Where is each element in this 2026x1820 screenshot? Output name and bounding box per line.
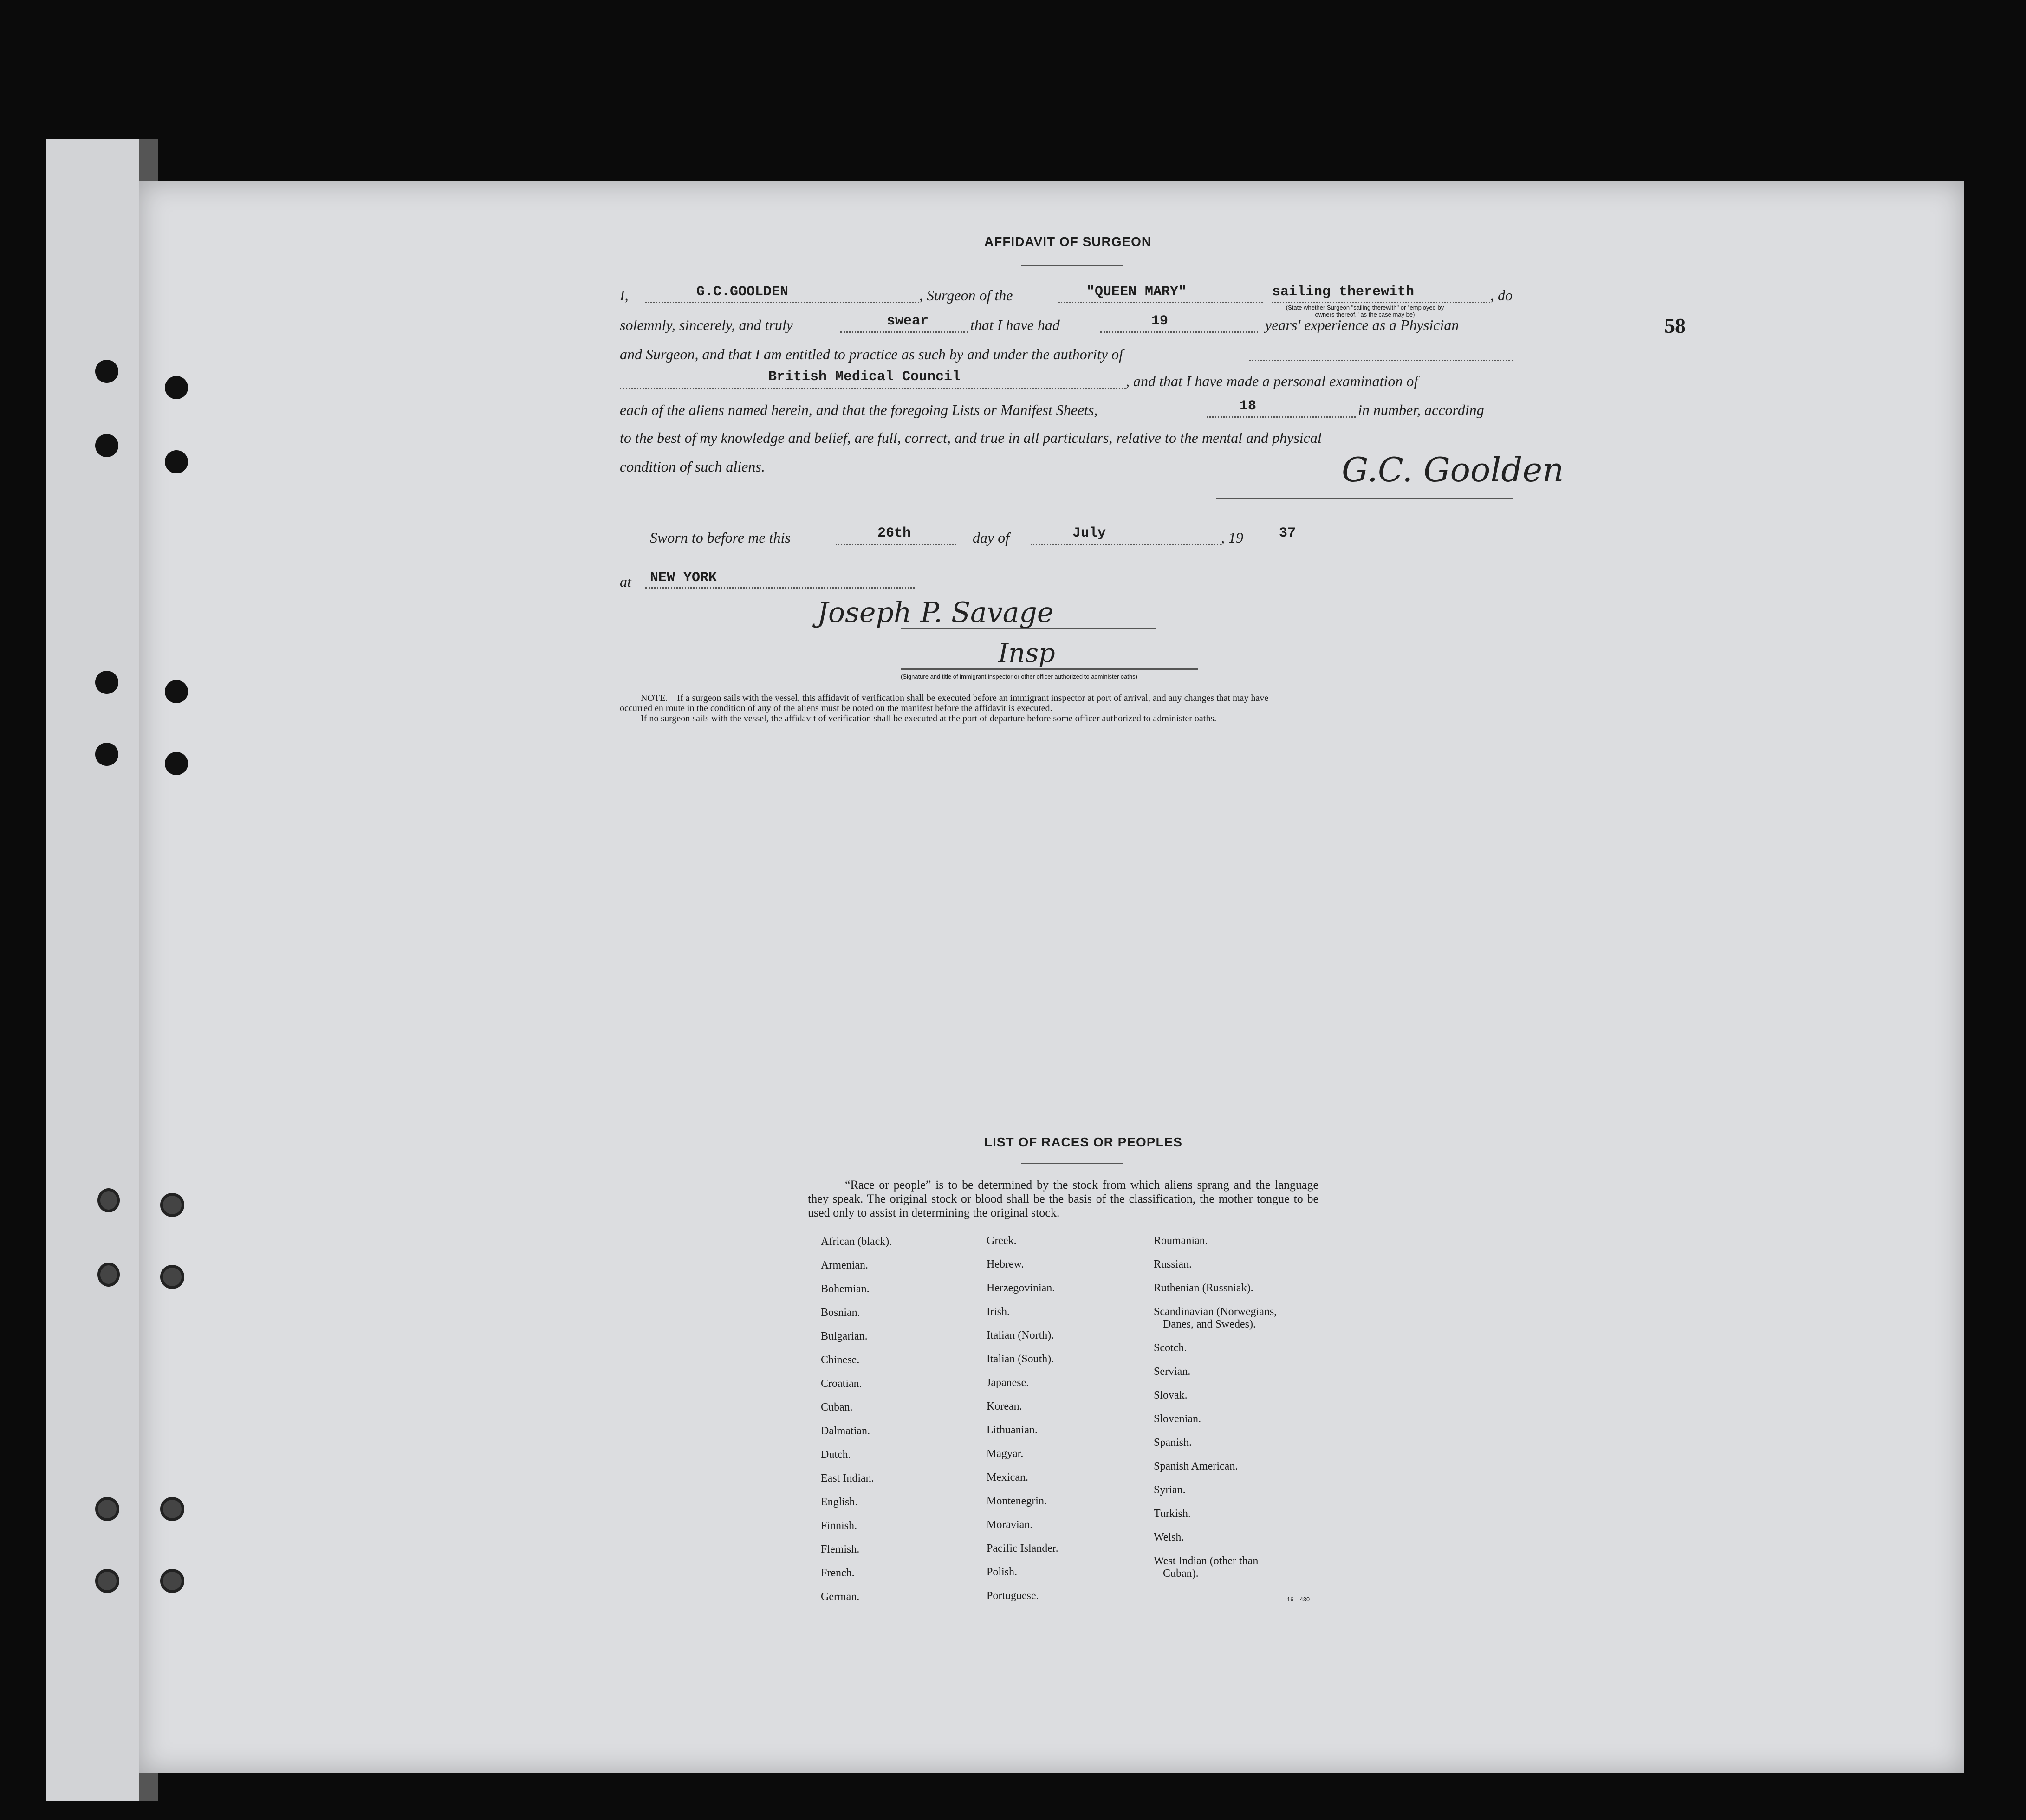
oath-line [840,331,968,333]
race-item: Polish. [987,1566,1018,1578]
page-number: 58 [1664,314,1686,337]
binder-hole [95,360,118,383]
year-prefix-text: , 19 [1221,529,1243,546]
years-value: 19 [1151,313,1169,329]
officer-title: Insp [998,638,1055,668]
binder-hole [95,743,118,766]
race-item: Italian (North). [987,1329,1054,1341]
binder-hole [165,752,188,775]
sworn-month: July [1072,525,1106,541]
have-had-text: that I have had [970,317,1060,333]
binder-hole [160,1569,184,1593]
sheets-line [1207,416,1356,418]
binder-hole [160,1265,184,1289]
race-item: Korean. [987,1400,1022,1412]
note-line-3: If no surgeon sails with the vessel, the affidavit of verification shall be executed at the port of departure before some officer authorized to administer oaths. [641,713,1217,724]
race-item: Greek. [987,1235,1017,1247]
solemnly-text: solemnly, sincerely, and truly [620,317,793,333]
race-item: Flemish. [821,1543,860,1555]
race-item: Slovak. [1154,1389,1188,1401]
at-text: at [620,573,631,590]
race-item: Lithuanian. [987,1424,1038,1436]
do-text: , do [1490,287,1513,304]
surgeon-status: sailing therewith [1272,284,1415,300]
affidavit-i: I, [620,287,629,304]
in-number-text: in number, according [1358,402,1484,418]
race-item: Cuban. [821,1401,853,1413]
race-item: Scotch. [1154,1342,1187,1354]
race-item: Turkish. [1154,1508,1191,1520]
race-item: East Indian. [821,1472,874,1484]
binder-hole [165,376,188,399]
binder-hole [165,680,188,703]
officer-sig-rule [901,628,1156,629]
race-item: Spanish. [1154,1437,1192,1449]
form-number: 16—430 [1287,1596,1310,1603]
condition-text: condition of such aliens. [620,458,765,475]
race-item: Croatian. [821,1378,862,1390]
binder-hole [95,1569,119,1593]
race-item: Russian. [1154,1258,1192,1270]
race-item: German. [821,1591,860,1603]
race-item: Moravian. [987,1519,1033,1531]
binder-hole [95,434,118,457]
race-item: African (black). [821,1236,892,1248]
race-item: Scandinavian (Norwegians, [1154,1306,1277,1318]
races-title: LIST OF RACES OR PEOPLES [984,1135,1182,1149]
race-item: Irish. [987,1306,1010,1318]
affidavit-title: AFFIDAVIT OF SURGEON [984,234,1152,249]
binder-hole [97,1188,120,1212]
races-column-1 [821,1230,892,1609]
race-item: Ruthenian (Russniak). [1154,1282,1253,1294]
race-item: Roumanian. [1154,1235,1208,1247]
binder-hole [160,1193,184,1217]
race-item: Bulgarian. [821,1330,868,1342]
races-column-2 [987,1229,1058,1608]
binder-hole [165,450,188,473]
race-item: West Indian (other than [1154,1555,1259,1567]
race-item: French. [821,1567,855,1579]
examination-text: , and that I have made a personal examination of [1126,373,1418,389]
officer-title-rule [901,668,1198,670]
race-item: Magyar. [987,1448,1024,1460]
race-item: Bohemian. [821,1283,870,1295]
sheets-value: 18 [1240,398,1257,414]
officer-caption: (Signature and title of immigrant inspector or other officer authorized to administer oaths) [901,673,1137,680]
place-value: NEW YORK [650,570,717,586]
race-item: Bosnian. [821,1307,860,1319]
title-rule [1021,265,1123,266]
years-line [1100,331,1258,333]
belief-text: to the best of my knowledge and belief, are full, correct, and true in all particulars, relative to the mental and physical [620,429,1322,446]
authority-value: British Medical Council [768,369,961,385]
surgeon-signature: G.C. Goolden [1342,450,1564,489]
binder-hole [160,1497,184,1521]
binder-hole [97,1263,120,1287]
note-line-2: occurred en route in the condition of any of the aliens must be noted on the manifest before the affidavit is executed. [620,703,1052,713]
surgeon-name: G.C.GOOLDEN [696,284,789,300]
authority-line [620,388,1126,389]
binder-hole [95,1497,119,1521]
manifest-text: each of the aliens named herein, and that the foregoing Lists or Manifest Sheets, [620,402,1098,418]
note-line-1: NOTE.—If a surgeon sails with the vessel, this affidavit of verification shall be executed before an immigrant inspector at port of arrival, and any changes that may have [641,693,1269,703]
surgeon-of-text: , Surgeon of the [919,287,1013,304]
status-line [1272,302,1490,303]
authority-text: and Surgeon, and that I am entitled to practice as such by and under the authority of [620,346,1123,363]
status-note: (State whether Surgeon "sailing therewith" or "employed by owners thereof," as the case may be) [1286,304,1444,318]
race-item: Dutch. [821,1449,851,1461]
ship-line [1058,302,1263,303]
oath-word: swear [887,313,929,329]
place-line [645,587,915,589]
race-item: Chinese. [821,1354,860,1366]
sworn-day: 26th [877,525,911,541]
race-item: Spanish American. [1154,1460,1238,1472]
race-item: English. [821,1496,858,1508]
race-item: Pacific Islander. [987,1542,1058,1554]
years-suffix-text: years' experience as a Physician [1265,317,1459,333]
race-item: Slovenian. [1154,1413,1201,1425]
race-item: Japanese. [987,1377,1029,1389]
race-item: Welsh. [1154,1531,1184,1543]
day-line [836,544,956,545]
day-of-text: day of [973,529,1010,546]
race-item: Servian. [1154,1366,1191,1378]
race-item: Cuban). [1163,1567,1199,1580]
name-line [645,302,919,303]
signature-rule [1216,498,1513,499]
race-item: Mexican. [987,1471,1028,1483]
race-item: Italian (South). [987,1353,1054,1365]
sworn-text: Sworn to before me this [650,529,791,546]
race-item: Hebrew. [987,1258,1024,1270]
ship-name: "QUEEN MARY" [1086,284,1187,300]
races-title-rule [1021,1163,1123,1164]
race-item: Herzegovinian. [987,1282,1055,1294]
race-item: Armenian. [821,1259,868,1271]
race-item: Syrian. [1154,1484,1186,1496]
race-item: Dalmatian. [821,1425,870,1437]
authority-line-top [1249,360,1513,361]
race-item: Portuguese. [987,1590,1039,1602]
officer-signature: Joseph P. Savage [817,596,1054,629]
races-column-3 [1154,1229,1277,1586]
races-intro: “Race or people” is to be determined by the stock from which aliens sprang and the language they speak. The original stock or blood shall be the basis of the classification, the mother tongue to be used only to assist in determining the original stock. [808,1178,1318,1219]
race-item: Finnish. [821,1520,857,1532]
binder-hole [95,671,118,694]
race-item: Montenegrin. [987,1495,1047,1507]
race-item: Danes, and Swedes). [1163,1318,1256,1330]
sworn-year: 37 [1279,525,1296,541]
month-line [1031,544,1221,545]
